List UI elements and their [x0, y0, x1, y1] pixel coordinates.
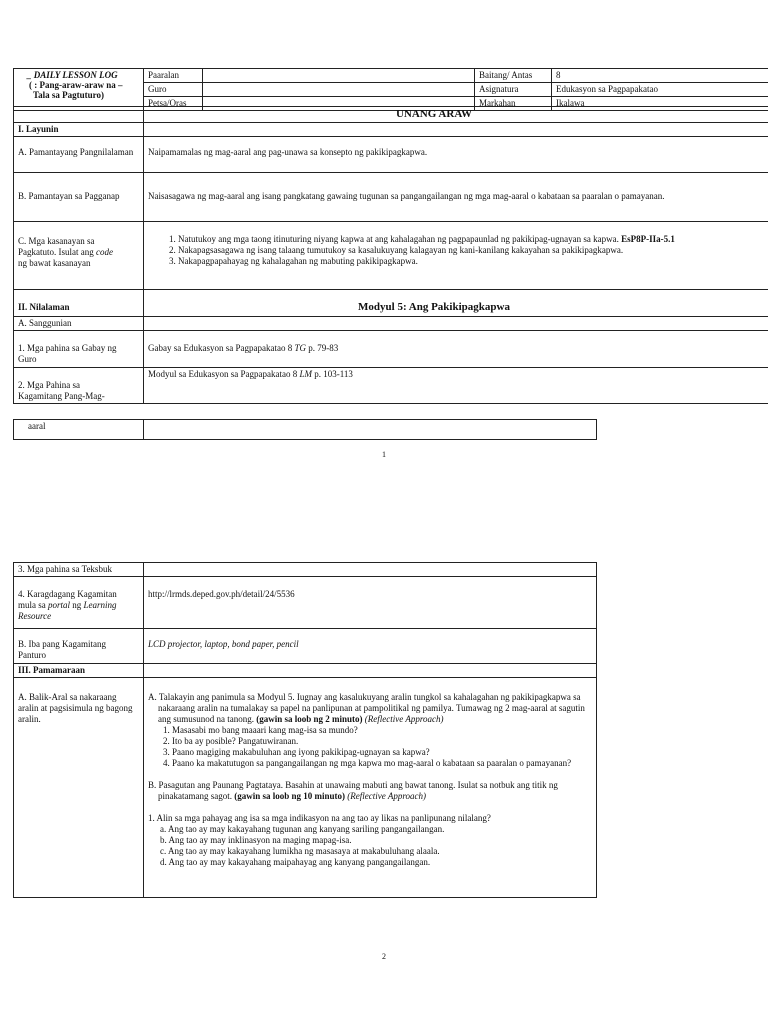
kasanayan-list	[164, 234, 768, 267]
kasanayan-code: EsP8P-IIa-5.1	[621, 234, 675, 244]
aaral-cell: aaral	[14, 420, 144, 440]
title-prefix: _	[27, 70, 32, 80]
karagdagang-label-3: ng	[72, 600, 82, 610]
day-title: UNANG ARAW	[144, 107, 768, 123]
label-sanggunian: A. Sanggunian	[14, 317, 144, 331]
layunin-blank	[144, 123, 768, 137]
balik-aral-content	[144, 678, 597, 898]
lesson-log-subtitle: Pang-araw-araw na	[39, 80, 116, 90]
lesson-body-table	[13, 106, 768, 404]
value-baitang: 8	[552, 69, 768, 83]
balik-intro-approach: (Reflective Approach)	[364, 714, 444, 724]
kasanayan-item: 3. Nakapagpapahayag ng kahalagahan ng mabuting pakikipagkapwa.	[178, 256, 768, 267]
section-nilalaman: II. Nilalaman	[14, 290, 144, 317]
subtitle-open: (	[29, 80, 32, 90]
gabay-pages: p. 79-83	[308, 343, 339, 353]
lesson-log-title: DAILY LESSON LOG	[33, 70, 118, 80]
gabay-text: Gabay sa Edukasyon sa Pagpapakatao 8	[148, 343, 293, 353]
label-baitang: Baitang/ Antas	[475, 69, 552, 83]
section-layunin: I. Layunin	[14, 123, 144, 137]
page-1	[13, 68, 768, 111]
text-gabay	[144, 331, 768, 368]
label-iba: B. Iba pang Kagamitang Panturo	[14, 629, 144, 664]
section-pamamaraan: III. Pamamaraan	[14, 664, 144, 678]
kagamitan-lm: LM	[299, 369, 312, 379]
gabay-tg: TG	[294, 343, 306, 353]
label-markahan: Markahan	[475, 97, 552, 111]
balik-intro	[148, 692, 592, 725]
choice-b: b. Ang tao ay may inklinasyon na maging mapag-isa.	[160, 835, 352, 845]
blank-cell	[14, 107, 144, 123]
label-kasanayan	[14, 222, 144, 290]
question-item: 4. Paano ka makatutugon sa pangangailangan ng mga kapwa mo mag-aaral o kabataan sa paaralan o pamayanan?	[172, 758, 592, 769]
label-guro: Guro	[144, 83, 203, 97]
choice-c: c. Ang tao ay may kakayahang lumikha ng masasaya at makabuluhang alaala.	[160, 846, 440, 856]
balik-intro-time: (gawin sa loob ng 2 minuto)	[256, 714, 363, 724]
kasanayan-label-2: Pagkatuto. Isulat ang	[18, 247, 94, 257]
value-asignatura: Edukasyon sa Pagpapakatao	[552, 83, 768, 97]
question-item: 3. Paano magiging makabuluhan ang iyong pakikipag-ugnayan sa kapwa?	[172, 747, 592, 758]
aaral-blank	[144, 420, 597, 440]
kasanayan-label-1: C. Mga kasanayan sa	[18, 236, 95, 246]
text-kagamitan	[144, 368, 768, 404]
subtitle-dash: –	[118, 80, 123, 90]
page-1-body	[13, 106, 768, 404]
label-gabay: 1. Mga pahina sa Gabay ng Guro	[14, 331, 144, 368]
kagamitan-text: Modyul sa Edukasyon sa Pagpapakatao 8	[148, 369, 298, 379]
choices	[148, 824, 592, 868]
kasanayan-list-cell	[144, 222, 768, 290]
subtitle-colon: :	[34, 80, 38, 90]
kasanayan-item: 2. Nakapagsasagawa ng isang talaang tumutukoy sa kasalukuyang kalagayan ng kani-kanilang kakayahan sa pakikipagkapwa.	[178, 245, 768, 256]
modyul-title: Modyul 5: Ang Pakikipagkapwa	[144, 290, 768, 317]
continuation-table	[13, 419, 597, 440]
pamamaraan-blank	[144, 664, 597, 678]
choice-d: d. Ang tao ay may kakayahang maipahayag ang kanyang pangangailangan.	[160, 857, 431, 867]
teksbuk-blank	[144, 563, 597, 577]
value-markahan: Ikalawa	[552, 97, 768, 111]
label-pagganap: B. Pamantayan sa Pagganap	[14, 173, 144, 222]
karagdagang-label-1: 4. Karagdagang Kagamitan	[18, 589, 117, 599]
page-1-continuation	[13, 419, 597, 440]
karagdagang-lr: Learning Resource	[18, 600, 117, 621]
lesson-log-title-cell	[14, 69, 144, 111]
label-petsa: Petsa/Oras	[144, 97, 203, 111]
label-kagamitan: 2. Mga Pahina sa Kagamitang Pang-Mag-	[14, 368, 144, 404]
value-paaralan	[203, 69, 475, 83]
text-pamantayang: Naipamamalas ng mag-aaral ang pag-unawa sa konsepto ng pakikipagkapwa.	[144, 137, 768, 173]
page-number-1: 1	[382, 450, 386, 459]
karagdagang-portal: portal	[48, 600, 71, 610]
question-item: 1. Masasabi mo bang maaari kang mag-isa sa mundo?	[172, 725, 592, 736]
page-2	[13, 562, 597, 898]
kasanayan-label-3: ng bawat kasanayan	[18, 258, 91, 268]
label-paaralan: Paaralan	[144, 69, 203, 83]
pasagutan-text: B. Pasagutan ang Paunang Pagtataya. Basahin at unawaing mabuti ang bawat tanong. Isulat sa notbuk ang titik ng pinakatamang sagot.	[148, 780, 558, 801]
label-balik-aral: A. Balik-Aral sa nakaraang aralin at pagsisimula ng bagong aralin.	[14, 678, 144, 898]
pasagutan-approach: (Reflective Approach)	[347, 791, 426, 801]
kagamitan-pages: p. 103-113	[314, 369, 353, 379]
pasagutan	[148, 780, 592, 802]
label-teksbuk: 3. Mga pahina sa Teksbuk	[14, 563, 144, 577]
lesson-log-subtitle-2: Tala sa Pagtuturo)	[33, 90, 105, 100]
question-item: 2. Ito ba ay posible? Pangatuwiranan.	[172, 736, 592, 747]
pasagutan-time: (gawin sa loob ng 10 minuto)	[234, 791, 346, 801]
question-1: 1. Alin sa mga pahayag ang isa sa mga indikasyon na ang tao ay likas na panlipunang nilalang?	[148, 813, 491, 823]
kasanayan-item: 1. Natutukoy ang mga taong itinuturing niyang kapwa at ang kahalagahan ng pagpapaunlad ng pakikipag-ugnayan sa kapwa. EsP8P-IIa-5.1	[178, 234, 768, 245]
label-karagdagang	[14, 577, 144, 629]
text-iba: LCD projector, laptop, bond paper, pencil	[144, 629, 597, 664]
header-table	[13, 68, 768, 111]
label-pamantayang: A. Pamantayang Pangnilalaman	[14, 137, 144, 173]
sanggunian-blank	[144, 317, 768, 331]
page-2-table	[13, 562, 597, 898]
choice-a: a. Ang tao ay may kakayahang tugunan ang kanyang sariling pangangailangan.	[160, 824, 445, 834]
karagdagang-label-2: mula sa	[18, 600, 46, 610]
karagdagang-url[interactable]: http://lrmds.deped.gov.ph/detail/24/5536	[144, 577, 597, 629]
page-number-2: 2	[382, 952, 386, 961]
question-list	[148, 725, 592, 769]
kasanayan-label-code: code	[96, 247, 113, 257]
balik-intro-text: A. Talakayin ang panimula sa Modyul 5. Iugnay ang kasalukuyang aralin tungkol sa kahalagahan ng pakikipagkapwa sa nakaraang aralin na tumalakay sa papel na panlipunan at pampolitikal ng pamilya. Tumawag ng 2 mag-aaral at sagutin ang sumusunod na tanong.	[148, 692, 585, 724]
label-asignatura: Asignatura	[475, 83, 552, 97]
text-pagganap: Naisasagawa ng mag-aaral ang isang pangkatang gawaing tugunan sa pangangailangan ng mga mag-aaral o kabataan sa paaralan o pamayanan.	[144, 173, 768, 222]
value-guro	[203, 83, 475, 97]
